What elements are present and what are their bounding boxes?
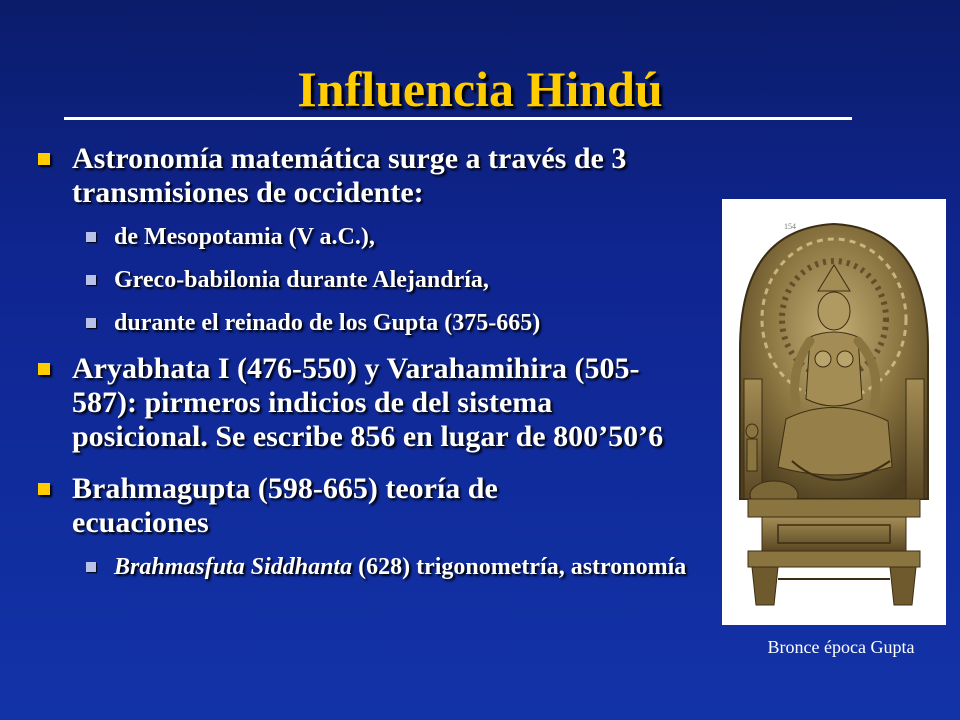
bullet-text: Brahmagupta (598-665) teoría de ecuaciones <box>72 472 498 539</box>
square-bullet-icon <box>86 232 96 242</box>
square-bullet-icon <box>38 483 50 495</box>
sub-bullet-item <box>36 267 736 293</box>
bullet-italic-text: Brahmasfuta Siddhanta <box>114 554 353 580</box>
figure-caption: Bronce época Gupta <box>767 637 915 657</box>
title-underline <box>64 117 852 120</box>
bullet-list <box>36 142 736 580</box>
square-bullet-icon <box>38 153 50 165</box>
bullet-text: Astronomía matemática surge a través de 3 transmisiones de occidente: <box>72 142 627 209</box>
bullet-text: de Mesopotamia (V a.C.), <box>114 224 375 250</box>
square-bullet-icon <box>86 562 96 572</box>
bullet-item <box>36 352 736 454</box>
square-bullet-icon <box>38 363 50 375</box>
bullet-text: durante el reinado de los Gupta (375-665) <box>114 310 541 336</box>
bullet-text: (628) trigonometría, astronomía <box>352 554 687 580</box>
sub-bullet-item <box>36 224 736 250</box>
bronze-statue-image <box>722 199 946 625</box>
slide-title: Influencia Hindú <box>297 61 663 117</box>
sub-bullet-item <box>36 310 736 336</box>
square-bullet-icon <box>86 275 96 285</box>
bullet-item <box>36 142 736 210</box>
bullet-item <box>36 472 736 540</box>
bullet-text: Aryabhata I (476-550) y Varahamihira (505-587): pirmeros indicios de del sistema posicional. Se escribe 856 en lugar de 800’50’6 <box>72 352 664 453</box>
bullet-text: Greco-babilonia durante Alejandría, <box>114 267 489 293</box>
square-bullet-icon <box>86 318 96 328</box>
page-number: 154 <box>784 222 796 231</box>
sub-bullet-item <box>36 554 736 580</box>
statue-photo <box>722 199 946 625</box>
